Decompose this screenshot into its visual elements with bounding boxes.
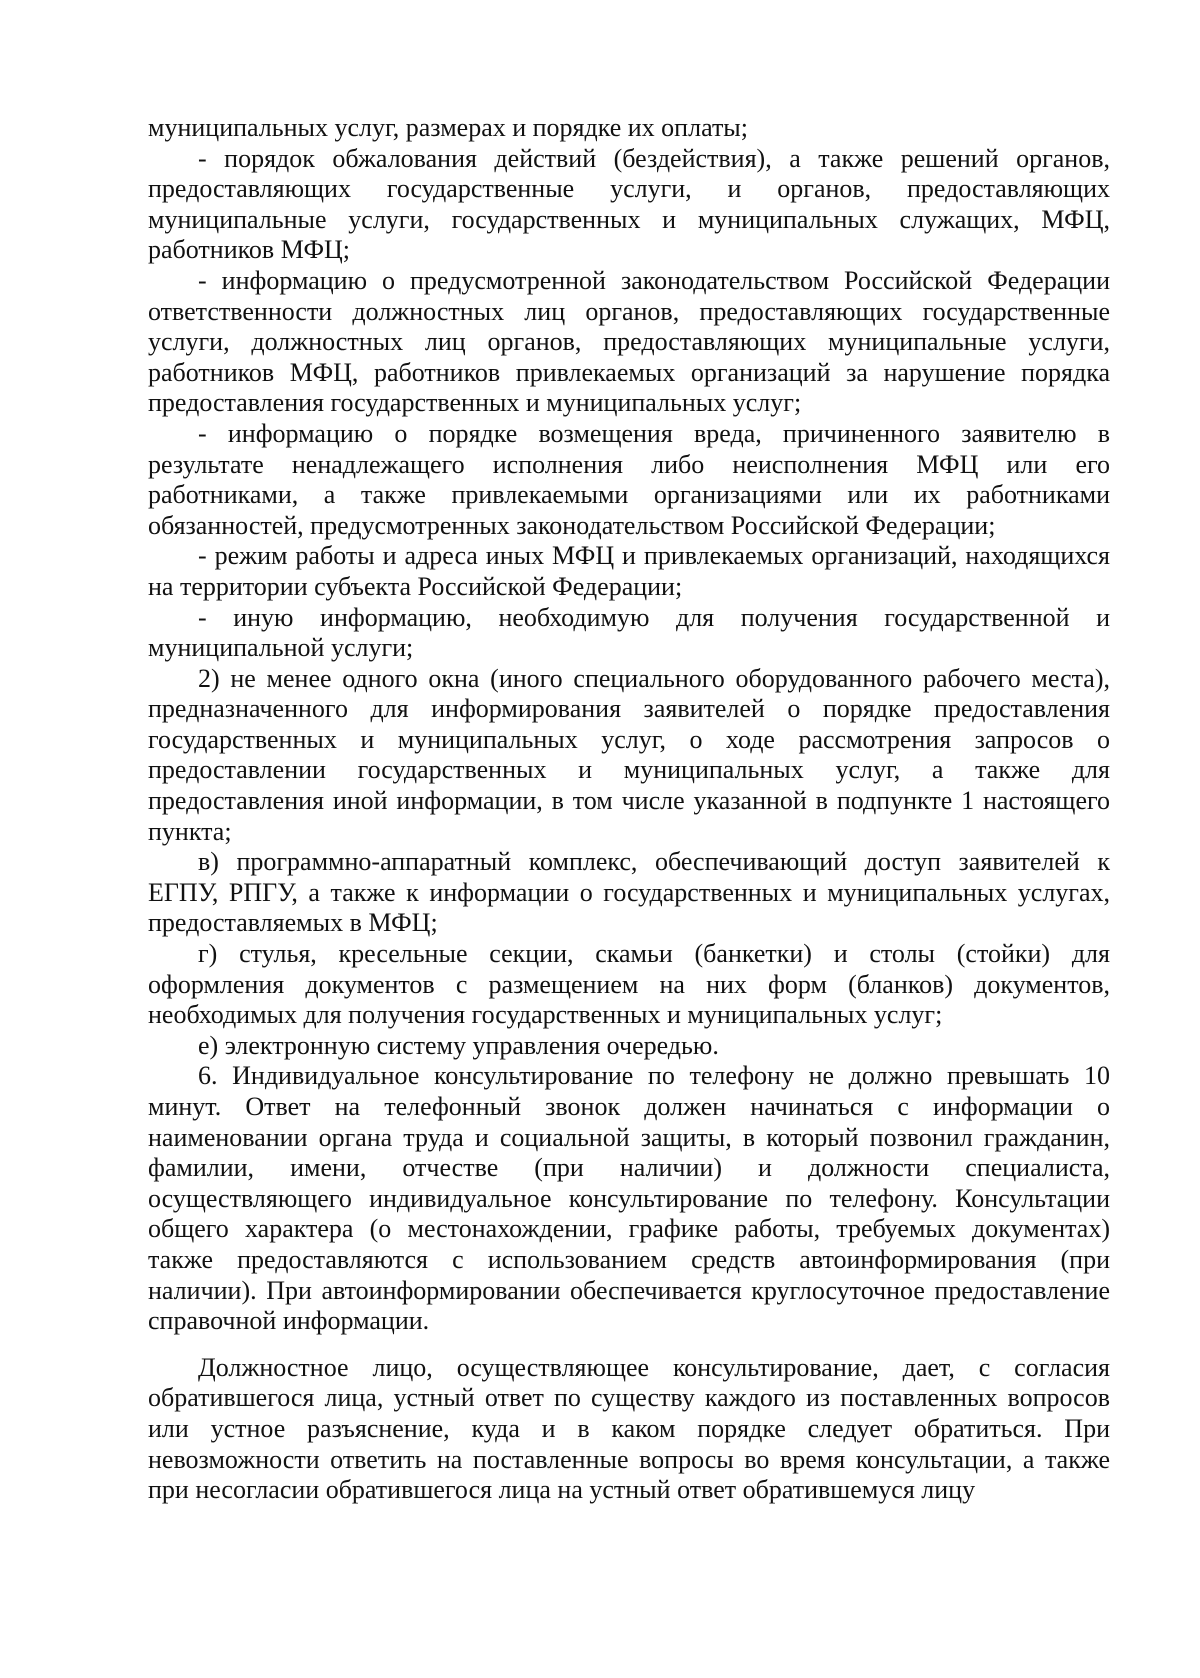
paragraph-official-consultation: Должностное лицо, осуществляющее консультирование, дает, с согласия обратившегося лица, устный ответ по существу каждого из поставленных вопросов или устное разъяснение, куда и в каком порядке следует обратиться. При невозможности ответить на поставленные вопросы во время консультации, а также при несогласии обратившегося лица на устный ответ обратившемуся лицу [148, 1352, 1110, 1505]
paragraph-item-e: е) электронную систему управления очередью. [198, 1030, 719, 1060]
paragraph-appeal-procedure: - порядок обжалования действий (бездействия), а также решений органов, предоставляющих государственные услуги, и органов, предоставляющих муниципальные услуги, государственных и муниципальных служащих, МФЦ, работников МФЦ; [148, 143, 1110, 265]
paragraph-damage-compensation: - информацию о порядке возмещения вреда, причиненного заявителю в результате ненадлежащего исполнения либо неисполнения МФЦ или его работниками, а также привлекаемыми организациями или их работниками обязанностей, предусмотренных законодательством Российской Федерации; [148, 418, 1110, 540]
paragraph-working-hours: - режим работы и адреса иных МФЦ и привлекаемых организаций, находящихся на территории субъекта Российской Федерации; [148, 541, 1110, 601]
paragraph-liability-info: - информацию о предусмотренной законодательством Российской Федерации ответственности должностных лиц органов, предоставляющих государственные услуги, должностных лиц органов, предоставляющих муниципальные услуги, работников МФЦ, работников привлекаемых организаций за нарушение порядка предоставления государственных и муниципальных услуг; [148, 265, 1110, 418]
paragraph-item-v: в) программно-аппаратный комплекс, обеспечивающий доступ заявителей к ЕГПУ, РПГУ, а также к информации о государственных и муниципальных услугах, предоставляемых в МФЦ; [148, 847, 1110, 938]
paragraph-section-6: 6. Индивидуальное консультирование по телефону не должно превышать 10 минут. Ответ на телефонный звонок должен начинаться с информации о наименовании органа труда и социальной защиты, в который позвонил гражданин, фамилии, имени, отчестве (при наличии) и должности специалиста, осуществляющего индивидуальное консультирование по телефону. Консультации общего характера (о местонахождении, графике работы, требуемых документах) также предоставляются с использованием средств автоинформирования (при наличии). При автоинформировании обеспечивается круглосуточное предоставление справочной информации. [148, 1061, 1110, 1336]
paragraph-other-info: - иную информацию, необходимую для получения государственной и муниципальной услуги; [148, 602, 1110, 663]
document-page [148, 113, 1110, 1506]
paragraph-item-g: г) стулья, кресельные секции, скамьи (банкетки) и столы (стойки) для оформления документов с размещением на них форм (бланков) документов, необходимых для получения государственных и муниципальных услуг; [148, 939, 1110, 1030]
paragraph-item-2: 2) не менее одного окна (иного специального оборудованного рабочего места), предназначенного для информирования заявителей о порядке предоставления государственных и муниципальных услуг, о ходе рассмотрения запросов о предоставлении государственных и муниципальных услуг, а также для предоставления иной информации, в том числе указанной в подпункте 1 настоящего пункта; [148, 663, 1110, 846]
paragraph-continuation: муниципальных услуг, размерах и порядке их оплаты; [148, 113, 748, 142]
